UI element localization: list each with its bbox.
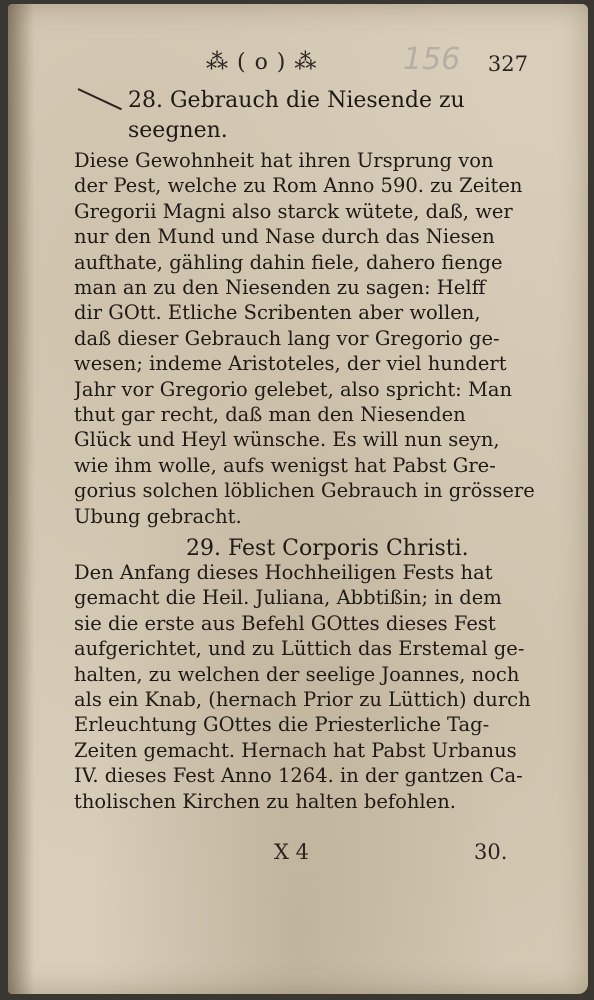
text-line: Glück und Heyl wünsche. Es will nun seyn, xyxy=(74,428,500,452)
text-line: gemacht die Heil. Juliana, Abbtißin; in dem xyxy=(74,586,502,610)
book-page xyxy=(8,4,588,994)
text-line: aufthate, gähling dahin fiele, dahero fienge xyxy=(74,250,503,274)
pencil-note: 156 xyxy=(403,42,461,77)
running-header xyxy=(8,42,588,82)
catchword: 30. xyxy=(474,840,508,864)
text-line: Diese Gewohnheit hat ihren Ursprung von xyxy=(74,149,494,172)
page-footer xyxy=(8,840,588,870)
signature-mark: X 4 xyxy=(274,840,309,864)
text-line: tholischen Kirchen zu halten befohlen. xyxy=(74,789,456,813)
text-line: daß dieser Gebrauch lang vor Gregorio ge- xyxy=(74,326,500,350)
section-29-heading: 29. Fest Corporis Christi. xyxy=(186,536,469,561)
section-28-body xyxy=(74,148,544,529)
text-line: thut gar recht, daß man den Niesenden xyxy=(74,403,466,427)
text-line: dir GOtt. Etliche Scribenten aber wollen, xyxy=(74,301,481,325)
text-line: Ubung gebracht. xyxy=(74,504,242,528)
text-line: sie die erste aus Befehl GOttes dieses Fest xyxy=(74,611,496,635)
text-line: Den Anfang dieses Hochheiligen Fests hat xyxy=(74,561,493,584)
section-28-heading: 28. Gebrauch die Niesende zu seegnen. xyxy=(128,88,465,143)
text-line: als ein Knab, (hernach Prior zu Lüttich) durch xyxy=(74,688,531,712)
text-line: gorius solchen löblichen Gebrauch in grössere xyxy=(74,479,535,503)
text-line: der Pest, welche zu Rom Anno 590. zu Zeiten xyxy=(74,174,523,198)
text-line: Zeiten gemacht. Hernach hat Pabst Urbanus xyxy=(74,738,517,762)
text-line: Gregorii Magni also starck wütete, daß, wer xyxy=(74,199,513,223)
text-line: wie ihm wolle, aufs wenigst hat Pabst Gre- xyxy=(74,453,496,477)
text-line: man an zu den Niesenden zu sagen: Helff xyxy=(74,276,486,300)
text-line: nur den Mund und Nase durch das Niesen xyxy=(74,225,495,249)
text-line: halten, zu welchen der seelige Joannes, noch xyxy=(74,662,520,686)
page-number: 327 xyxy=(487,52,528,76)
section-29-body xyxy=(74,560,544,814)
text-line: Jahr vor Gregorio gelebet, also spricht: Man xyxy=(74,377,513,401)
header-ornament: ⁂ ( o ) ⁂ xyxy=(206,50,318,75)
text-line: aufgerichtet, und zu Lüttich das Erstemal ge- xyxy=(74,637,525,661)
text-line: wesen; indeme Aristoteles, der viel hundert xyxy=(74,352,507,376)
text-line: Erleuchtung GOttes die Priesterliche Tag- xyxy=(74,713,490,737)
text-line: IV. dieses Fest Anno 1264. in der gantzen Ca- xyxy=(74,764,523,788)
margin-pen-stroke xyxy=(78,88,122,110)
